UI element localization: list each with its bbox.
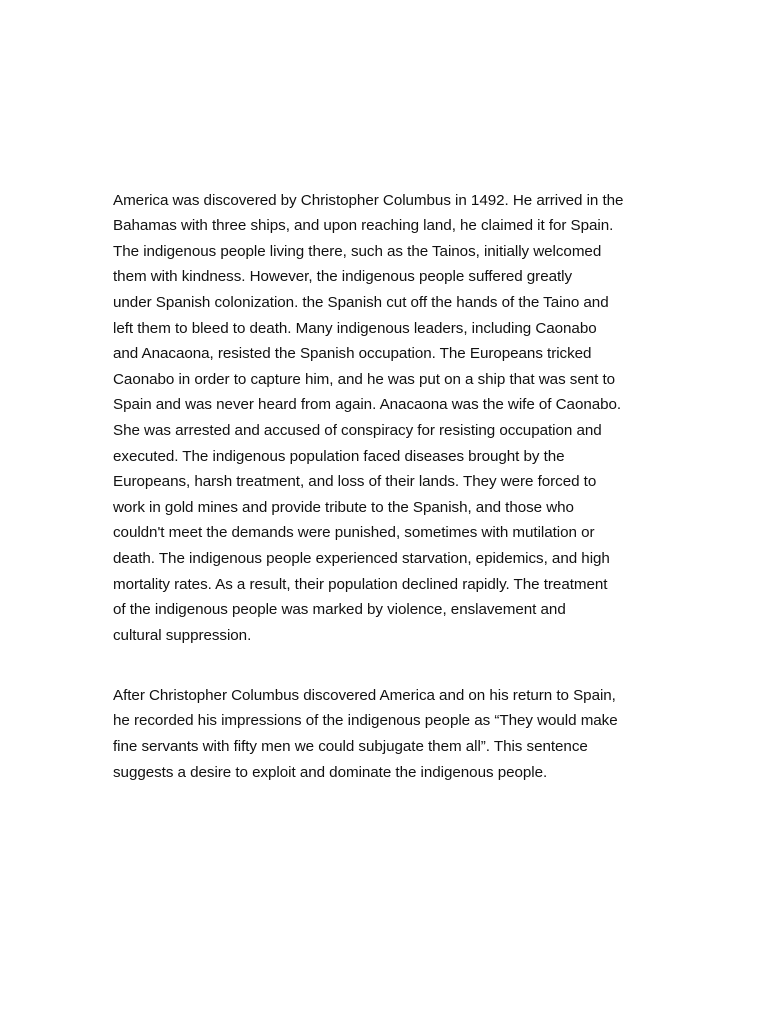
paragraph-columbus-impressions: After Christopher Columbus discovered America and on his return to Spain, he recorded his impressions of the indigenous people as “They would make fine servants with fifty men we could subjugate them all”. This sentence suggests a desire to exploit and dominate the indigenous people. bbox=[113, 686, 618, 781]
document-body bbox=[113, 162, 663, 811]
paragraph-columbus-and-tainos: America was discovered by Christopher Columbus in 1492. He arrived in the Bahamas with three ships, and upon reaching land, he claimed it for Spain. The indigenous people living there, such as the Tainos, initially welcomed them with kindness. However, the indigenous people suffered greatly under Spanish colonization. the Spanish cut off the hands of the Taino and left them to bleed to death. Many indigenous leaders, including Caonabo and Anacaona, resisted the Spanish occupation. The Europeans tricked Caonabo in order to capture him, and he was put on a ship that was sent to Spain and was never heard from again. Anacaona was the wife of Caonabo. She was arrested and accused of conspiracy for resisting occupation and executed. The indigenous population faced diseases brought by the Europeans, harsh treatment, and loss of their lands. They were forced to work in gold mines and provide tribute to the Spanish, and those who couldn't meet the demands were punished, sometimes with mutilation or death. The indigenous people experienced starvation, epidemics, and high mortality rates. As a result, their population declined rapidly. The treatment of the indigenous people was marked by violence, enslavement and cultural suppression. bbox=[113, 191, 624, 644]
